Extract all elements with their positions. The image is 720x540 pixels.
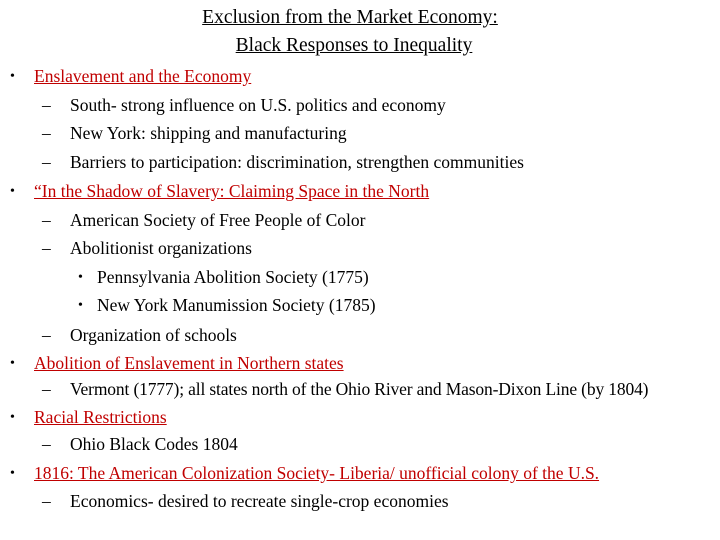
list-item: – South- strong influence on U.S. politics and economy (42, 95, 446, 115)
list-item: – American Society of Free People of Color (42, 210, 366, 230)
bullet-icon: • (10, 466, 15, 481)
heading-colonization-society[interactable]: 1816: The American Colonization Society- Liberia/ unofficial colony of the U.S. (34, 463, 600, 483)
bullet-icon: • (10, 356, 15, 371)
heading-shadow-of-slavery[interactable]: “In the Shadow of Slavery: Claiming Space in the North (34, 181, 430, 201)
heading-abolition-northern-states[interactable]: Abolition of Enslavement in Northern states (34, 353, 344, 373)
list-item: – Organization of schools (42, 325, 237, 345)
list-item: – Ohio Black Codes 1804 (42, 434, 238, 454)
heading-racial-restrictions[interactable]: Racial Restrictions (34, 407, 167, 427)
list-item: – Vermont (1777); all states north of the Ohio River and Mason-Dixon Line (by 1804) (42, 379, 649, 399)
list-item: – Abolitionist organizations (42, 238, 252, 258)
bullet-icon: • (10, 410, 15, 425)
bullet-icon: • (10, 184, 15, 199)
sub-bullet-icon: • (78, 270, 83, 285)
bullet-icon: • (10, 69, 15, 84)
heading-enslavement-economy[interactable]: Enslavement and the Economy (34, 66, 252, 86)
slide-title (0, 4, 712, 60)
list-item: – Barriers to participation: discrimination, strengthen communities (42, 152, 524, 172)
title-line-1: Exclusion from the Market Economy: (202, 7, 498, 28)
title-line-2: Black Responses to Inequality (235, 35, 473, 56)
sub-list-item: Pennsylvania Abolition Society (1775) (97, 267, 369, 287)
sub-list-item: New York Manumission Society (1785) (97, 295, 376, 315)
list-item: – New York: shipping and manufacturing (42, 123, 347, 143)
sub-bullet-icon: • (78, 298, 83, 313)
list-item: – Economics- desired to recreate single-crop economies (42, 491, 449, 511)
